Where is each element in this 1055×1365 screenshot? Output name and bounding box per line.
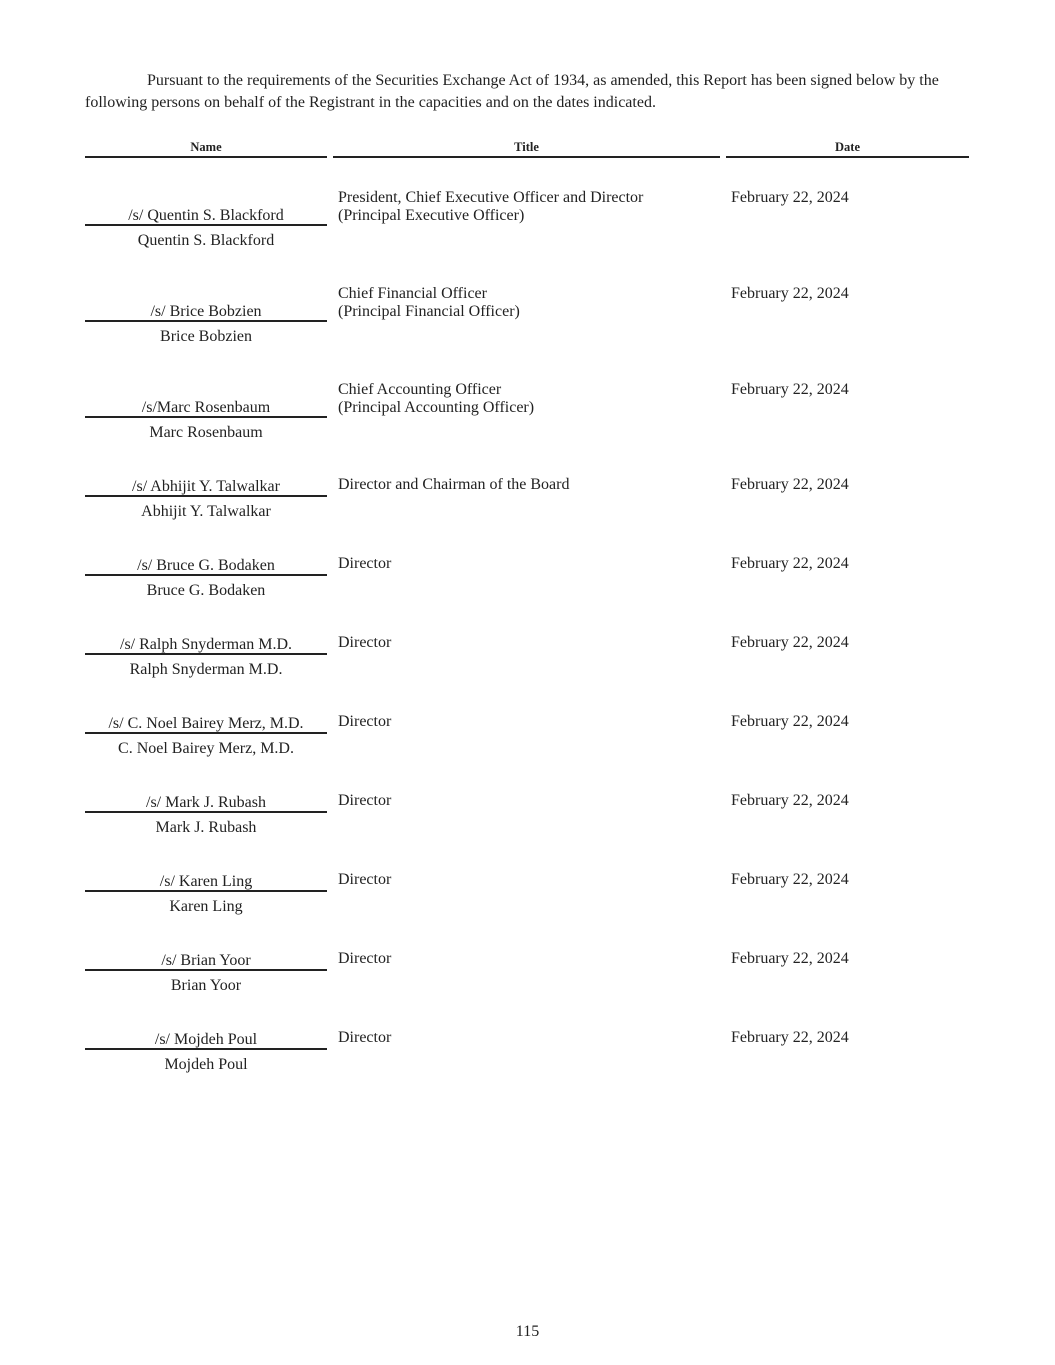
signer-title: President, Chief Executive Officer and Director (Principal Executive Officer) bbox=[338, 189, 644, 224]
signer-title: Director bbox=[338, 871, 392, 888]
intro-text: Pursuant to the requirements of the Securities Exchange Act of 1934, as amended, this Report has been signed below by the following persons on behalf of the Registrant in the capacities and on the dates indicated. bbox=[85, 72, 939, 111]
signature-line: /s/ Karen Ling bbox=[85, 872, 327, 892]
signature-row bbox=[0, 704, 1055, 784]
signer-title: Chief Accounting Officer (Principal Accounting Officer) bbox=[338, 381, 535, 416]
signing-date: February 22, 2024 bbox=[731, 792, 849, 809]
printed-name: Brice Bobzien bbox=[160, 328, 252, 345]
signer-title: Director bbox=[338, 950, 392, 967]
signature-line: /s/ Ralph Snyderman M.D. bbox=[85, 635, 327, 655]
signer-title: Director bbox=[338, 1029, 392, 1046]
signing-date: February 22, 2024 bbox=[731, 476, 849, 493]
printed-name: C. Noel Bairey Merz, M.D. bbox=[118, 740, 294, 757]
signer-title: Director bbox=[338, 713, 392, 730]
signing-date: February 22, 2024 bbox=[731, 713, 849, 730]
signature-row bbox=[0, 467, 1055, 547]
printed-name: Brian Yoor bbox=[170, 977, 242, 994]
signing-date: February 22, 2024 bbox=[731, 381, 849, 398]
signature-line: /s/Marc Rosenbaum bbox=[85, 398, 327, 418]
signer-title: Director bbox=[338, 634, 392, 651]
signature-row bbox=[0, 276, 1055, 356]
signature-line: /s/ Brice Bobzien bbox=[85, 302, 327, 322]
signature-row bbox=[0, 180, 1055, 260]
printed-name: Mark J. Rubash bbox=[155, 819, 257, 836]
signing-date: February 22, 2024 bbox=[731, 285, 849, 302]
printed-name: Bruce G. Bodaken bbox=[146, 582, 266, 599]
signature-line: /s/ Mark J. Rubash bbox=[85, 793, 327, 813]
signing-date: February 22, 2024 bbox=[731, 189, 849, 206]
signature-line: /s/ Mojdeh Poul bbox=[85, 1030, 327, 1050]
signature-line: /s/ Bruce G. Bodaken bbox=[85, 556, 327, 576]
signer-title: Chief Financial Officer (Principal Financial Officer) bbox=[338, 285, 520, 320]
printed-name: Quentin S. Blackford bbox=[137, 232, 275, 249]
signer-title: Director bbox=[338, 555, 392, 572]
header-name: Name bbox=[85, 140, 327, 158]
intro-paragraph bbox=[85, 70, 970, 113]
printed-name: Ralph Snyderman M.D. bbox=[129, 661, 283, 678]
signature-row bbox=[0, 783, 1055, 863]
signing-date: February 22, 2024 bbox=[731, 634, 849, 651]
signature-row bbox=[0, 371, 1055, 451]
header-date: Date bbox=[726, 140, 969, 158]
printed-name: Mojdeh Poul bbox=[164, 1056, 248, 1073]
printed-name: Abhijit Y. Talwalkar bbox=[141, 503, 271, 520]
signer-title: Director bbox=[338, 792, 392, 809]
printed-name: Marc Rosenbaum bbox=[149, 424, 263, 441]
signer-title: Director and Chairman of the Board bbox=[338, 476, 570, 493]
signature-row bbox=[0, 941, 1055, 1021]
signature-line: /s/ Abhijit Y. Talwalkar bbox=[85, 477, 327, 497]
signing-date: February 22, 2024 bbox=[731, 871, 849, 888]
signature-row bbox=[0, 1020, 1055, 1100]
signature-row bbox=[0, 546, 1055, 626]
header-title: Title bbox=[333, 140, 720, 158]
signature-row bbox=[0, 862, 1055, 942]
signature-line: /s/ C. Noel Bairey Merz, M.D. bbox=[85, 714, 327, 734]
signature-row bbox=[0, 625, 1055, 705]
signing-date: February 22, 2024 bbox=[731, 1029, 849, 1046]
printed-name: Karen Ling bbox=[169, 898, 243, 915]
signing-date: February 22, 2024 bbox=[731, 555, 849, 572]
signature-line: /s/ Quentin S. Blackford bbox=[85, 206, 327, 226]
page-number: 115 bbox=[515, 1323, 540, 1340]
signature-line: /s/ Brian Yoor bbox=[85, 951, 327, 971]
signing-date: February 22, 2024 bbox=[731, 950, 849, 967]
